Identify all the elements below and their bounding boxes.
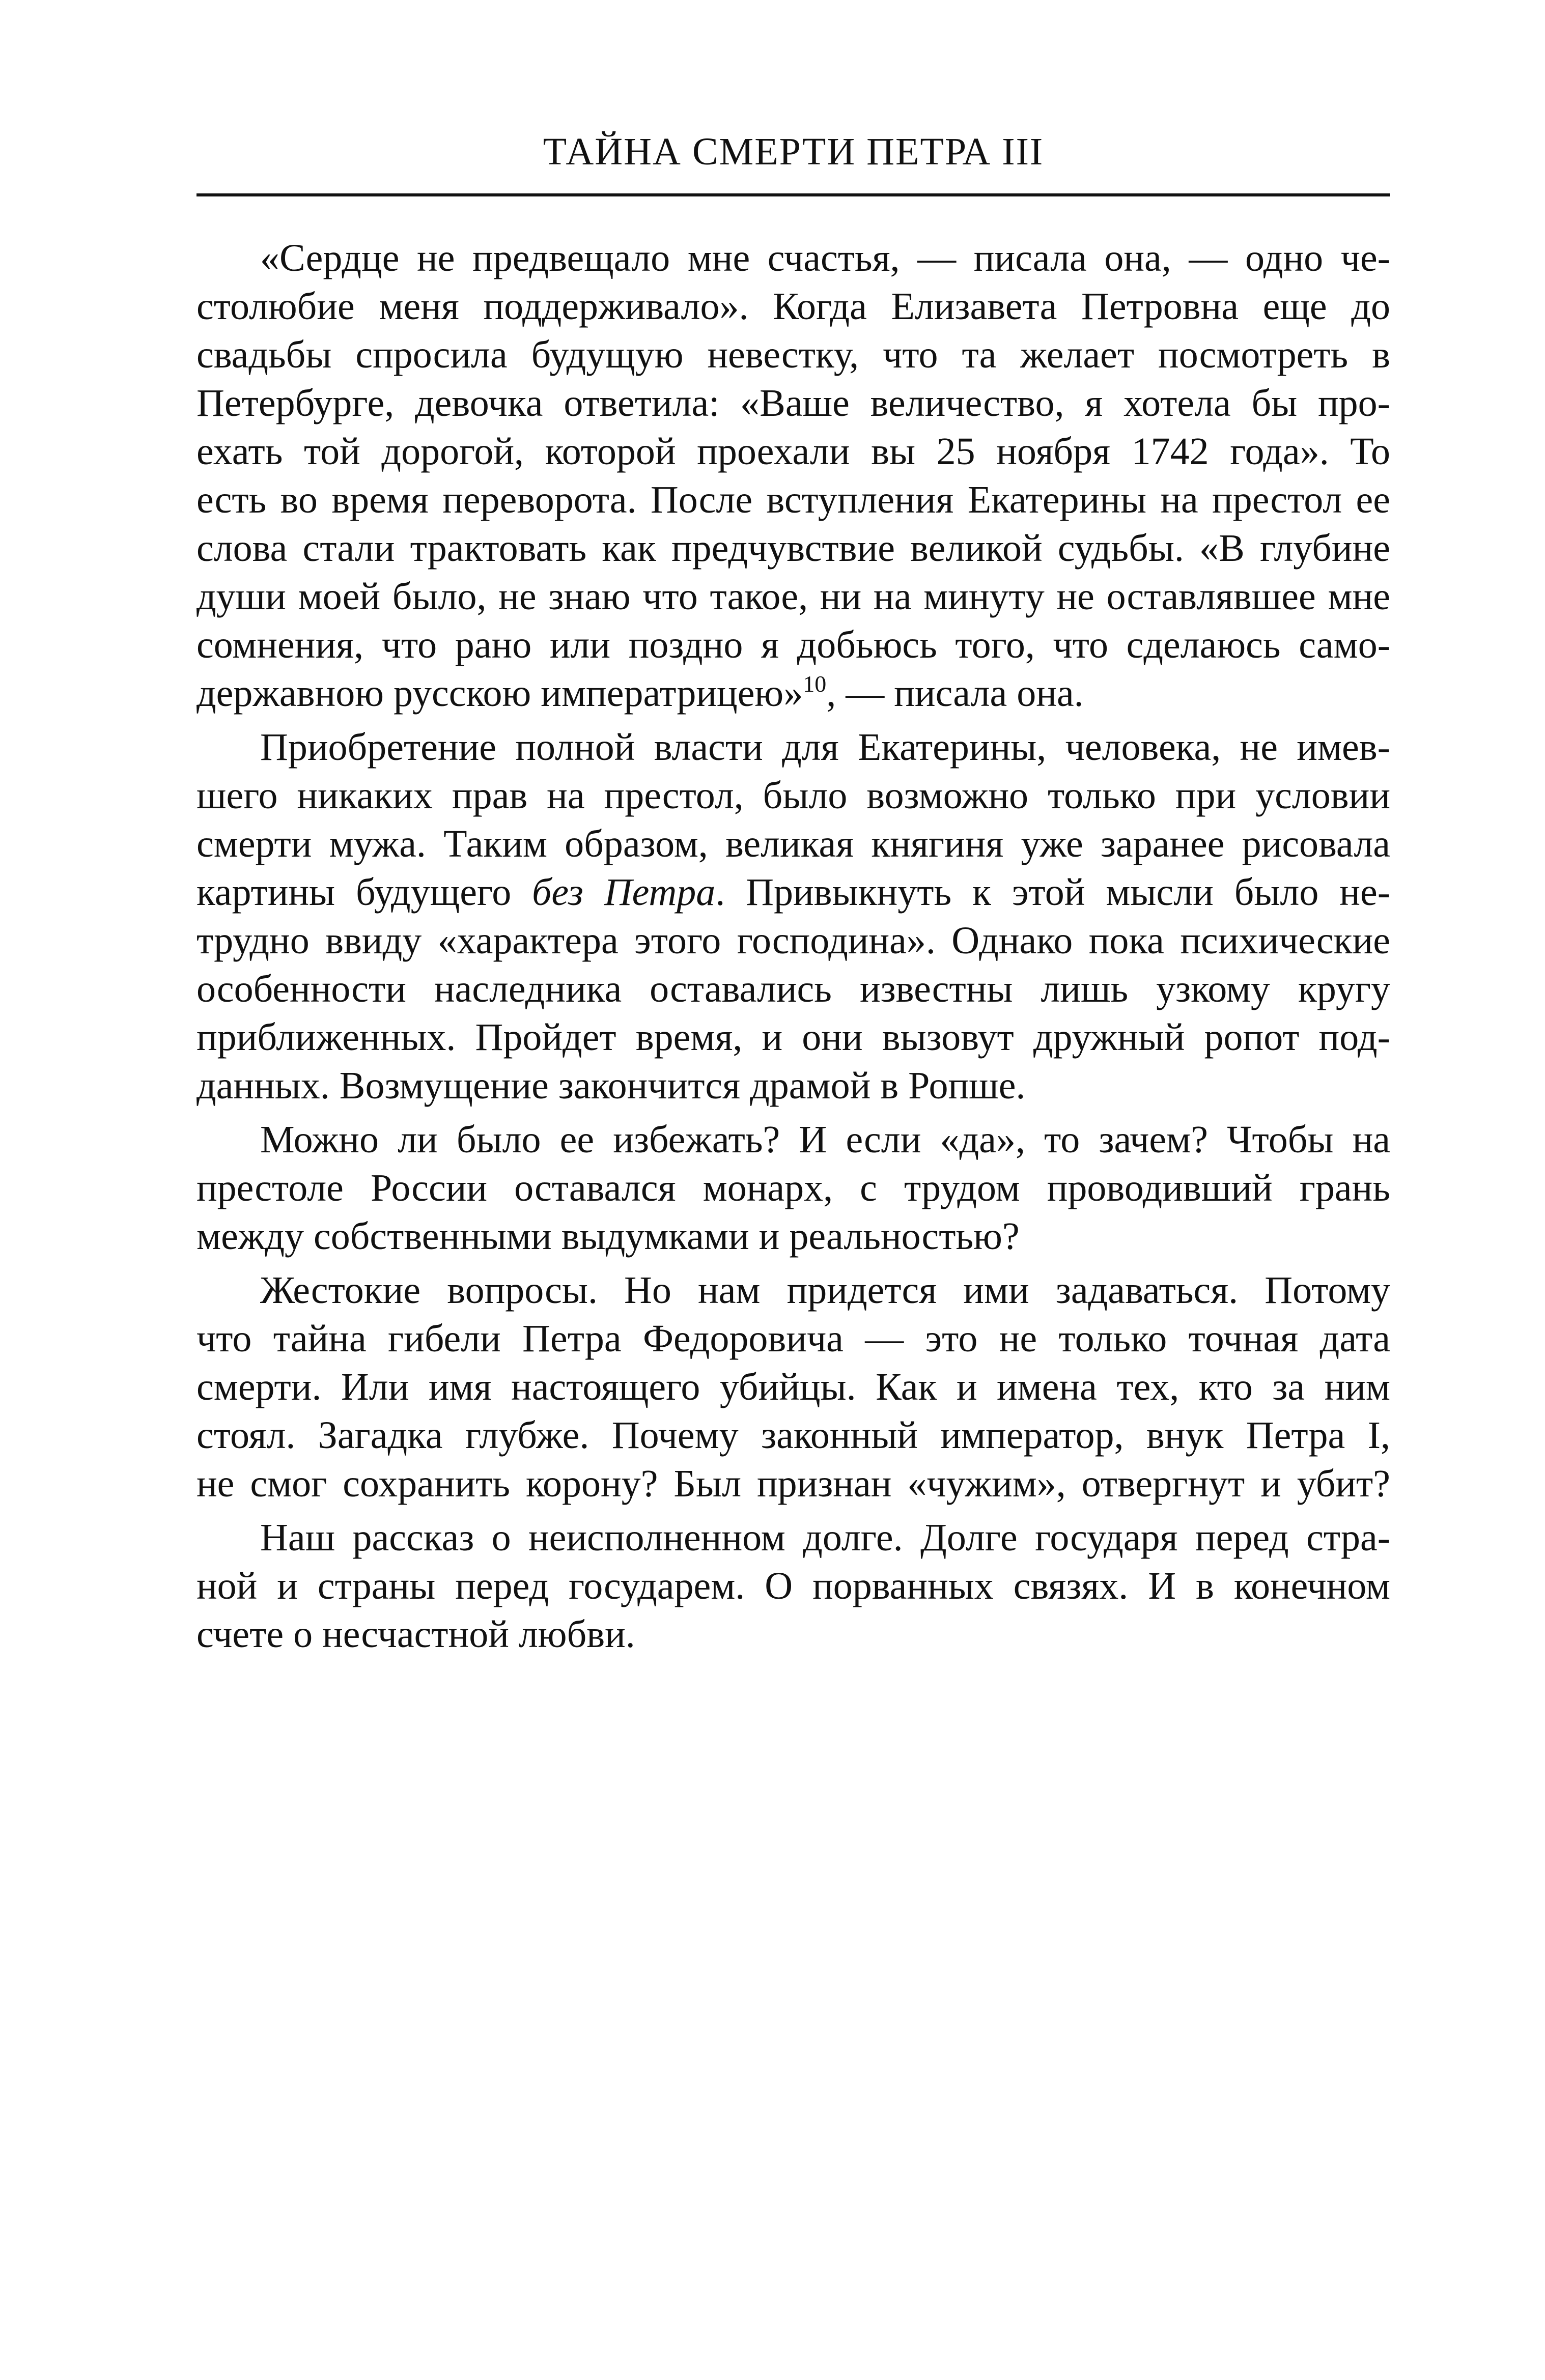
text-line: есть во время переворота. После вступления Екатерины на престол ее [196,478,1390,521]
text-line: ехать той дорогой, которой проехали вы 25 ноября 1742 года». То [196,430,1390,473]
text-line [196,669,1390,718]
text-line: счете о несчастной любви. [196,1613,635,1656]
text-line: приближенных. Пройдет время, и они вызовут дружный ропот под- [196,1016,1390,1059]
paragraph [196,1514,1390,1659]
text-line: престоле России оставался монарх, с трудом проводивший грань [196,1167,1390,1209]
text-line: не смог сохранить корону? Был признан «чужим», отвергнут и убит? [196,1462,1390,1505]
text-line: Жестокие вопросы. Но нам придется ими задаваться. Потому [260,1269,1390,1312]
text-line: данных. Возмущение закончится драмой в Ропше. [196,1064,1026,1107]
text-line: между собственными выдумками и реальностью? [196,1215,1020,1258]
text-line: смерти мужа. Таким образом, великая княгиня уже заранее рисовала [196,823,1390,865]
text-line: Можно ли было ее избежать? И если «да», то зачем? Чтобы на [260,1118,1390,1161]
text-line: души моей было, не знаю что такое, ни на минуту не оставлявшее мне [196,575,1390,618]
text-line: ной и страны перед государем. О порванных связях. И в конечном [196,1565,1390,1607]
running-head: ТАЙНА СМЕРТИ ПЕТРА III [543,130,1044,173]
emphasis-text: без Петра [532,871,716,914]
text-line: смерти. Или имя настоящего убийцы. Как и имена тех, кто за ним [196,1366,1390,1408]
paragraph [196,723,1390,1110]
paragraph [196,1266,1390,1508]
text-line: шего никаких прав на престол, было возможно только при условии [196,774,1390,817]
text-line: трудно ввиду «характера этого господина». Однако пока психические [196,919,1390,962]
text-run: картины будущего [196,871,532,914]
text-line: слова стали трактовать как предчувствие великой судьбы. «В глубине [196,527,1390,570]
text-run: , — писала она. [826,672,1084,715]
text-line: стоял. Загадка глубже. Почему законный император, внук Петра I, [196,1414,1390,1457]
text-line: свадьбы спросила будущую невестку, что та желает посмотреть в [196,333,1390,376]
footnote-reference: 10 [803,671,827,697]
text-line: Приобретение полной власти для Екатерины, человека, не имев- [260,726,1390,769]
text-run: . Привыкнуть к этой мысли было не- [715,871,1390,914]
text-line: особенности наследника оставались известны лишь узкому кругу [196,968,1390,1010]
text-line: «Сердце не предвещало мне счастья, — писала она, — одно че- [260,237,1390,279]
text-line: сомнения, что рано или поздно я добьюсь того, что сделаюсь само- [196,624,1390,666]
body-text [196,234,1390,1659]
header-rule [196,193,1390,196]
text-run: державною русскою императрицею» [196,672,803,715]
text-line [196,868,1390,917]
paragraph [196,234,1390,718]
text-line: Наш рассказ о неисполненном долге. Долге государя перед стра- [260,1516,1390,1559]
paragraph [196,1116,1390,1261]
text-line: столюбие меня поддерживало». Когда Елизавета Петровна еще до [196,285,1390,328]
text-line: что тайна гибели Петра Федоровича — это не только точная дата [196,1317,1390,1360]
text-line: Петербурге, девочка ответила: «Ваше величество, я хотела бы про- [196,382,1390,424]
